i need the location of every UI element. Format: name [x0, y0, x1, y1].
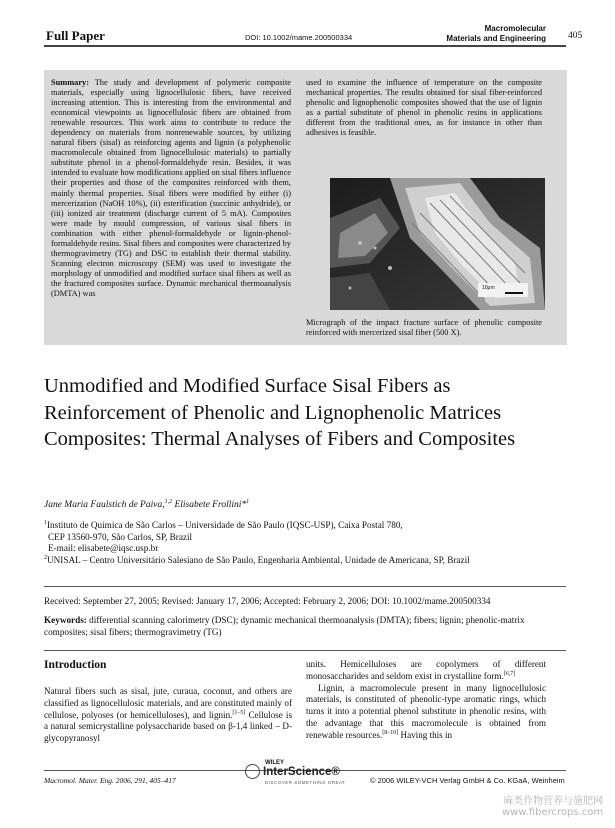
affiliation-1-line2: CEP 13560-970, São Carlos, SP, Brazil	[48, 531, 193, 542]
watermark	[502, 796, 603, 818]
author-2-affiliation: 1	[246, 498, 250, 505]
micrograph-scale-label: 10μm	[482, 285, 495, 291]
intro-right-column	[306, 659, 546, 742]
micrograph-image	[330, 178, 545, 310]
affiliation-2-line1: UNISAL – Centro Universitário Salesiano de São Paulo, Engenharia Ambiental, Unidade de Americana, SP, Brazil	[47, 554, 470, 565]
citation-ref[interactable]: [8–10]	[382, 729, 399, 736]
author-list	[44, 500, 249, 510]
summary-left-column	[51, 78, 291, 299]
journal-name-line2: Materials and Engineering	[446, 33, 546, 43]
affiliation-2-marker: 2	[44, 554, 47, 561]
header-divider	[44, 45, 566, 47]
intro-left-text-continued: Cellulose is a natural semicrystalline polysaccharide based on β-1,4 linked – D-glycopyranosyl	[44, 709, 292, 744]
figure-caption: Micrograph of the impact fracture surface of phenolic composite reinforced with mercerized sisal fiber (500 X).	[306, 318, 542, 337]
affiliation-1	[44, 520, 564, 566]
footer-citation: Macromol. Mater. Eng. 2006, 291, 405–417	[44, 776, 176, 785]
logo-tagline: DISCOVER SOMETHING GREAT	[265, 780, 346, 785]
header-doi: DOI: 10.1002/mame.200500334	[245, 33, 353, 42]
logo-wiley-text: WILEY	[265, 760, 284, 766]
footer-copyright: © 2006 WILEY-VCH Verlag GmbH & Co. KGaA, Weinheim	[370, 776, 565, 785]
keywords-text: differential scanning calorimetry (DSC); dynamic mechanical thermoanalysis (DMTA); fibers; lignin; phenolic-matrix composites; sisal fibers; thermogravimetry (TG)	[44, 615, 525, 637]
intro-left-text: Natural fibers such as sisal, jute, curaua, coconut, and others are classified as lignocellulosic materials, and are constituted mainly of cellulose, polyoses (or hemicelluloses), and lignin.	[44, 686, 292, 720]
page-number: 405	[568, 31, 583, 41]
section-label: Full Paper	[46, 28, 105, 43]
divider	[44, 650, 566, 651]
interscience-logo[interactable]	[245, 760, 355, 790]
section-heading-introduction: Introduction	[44, 659, 107, 671]
citation-ref[interactable]: [1–5]	[232, 709, 246, 716]
divider	[44, 586, 566, 587]
intro-right-para1: units. Hemicelluloses are copolymers of different monosaccharides and seldom exist in crystalline form.	[306, 659, 546, 681]
received-dates: Received: September 27, 2005; Revised: January 17, 2006; Accepted: February 2, 2006; DOI: 10.1002/mame.200500334	[44, 596, 491, 606]
affiliation-1-marker: 1	[44, 519, 47, 526]
author-2: Elisabete Frollini*	[174, 500, 247, 510]
journal-name-line1: Macromolecular	[484, 24, 546, 33]
watermark-line1: 麻类作物营养与施肥网	[503, 796, 604, 807]
summary-right-column: used to examine the influence of temperature on the composite mechanical properties. The results obtained for sisal fiber-reinforced phenolic and lignophenolic composites showed that the use of lignin as a partial substitute of phenol in phenolic resins in applications different from the traditional ones, as for instance in other than adhesives is feasible.	[306, 78, 542, 138]
globe-icon	[245, 764, 260, 779]
watermark-line2: www.fibercrops.com	[502, 807, 604, 818]
summary-label: Summary:	[51, 78, 90, 87]
intro-right-para2-continued: Having this in	[398, 729, 453, 740]
author-1: Jane Maria Faulstich de Paiva,	[44, 500, 165, 510]
article-title: Unmodified and Modified Surface Sisal Fibers as Reinforcement of Phenolic and Lignophenolic Matrices Composites: Thermal Analyses of Fibers and Composites	[44, 375, 516, 450]
logo-main-text: InterScience®	[263, 766, 340, 778]
corresponding-email[interactable]: E-mail: elisabete@iqsc.usp.br	[48, 543, 159, 554]
intro-right-para2: Lignin, a macromolecule present in many lignocellulosic materials, is constituted of phenolic-type aromatic rings, which turns it into a potential phenol substitute in phenolic resins, with the advantage that this macromolecule is obtained from renewable resources.	[306, 682, 546, 740]
author-1-affiliation: 1,2	[164, 498, 173, 505]
summary-left-text: The study and development of polymeric composite materials, especially using lignocellulosic fibers, have received increasing attention. This is interesting from the environmental and economical viewpoints as lignocellulosic fibers are obtained from renewable resources. This work aims to contribute to reduce the dependency on materials from nonrenewable sources, by utilizing natural fibers (sisal) as reinforcing agents and lignin (a polyphenolic macromolecule obtained from lignocellulosic materials) to partially substitute phenol in a phenol-formaldehyde resin. Besides, it was intended to evaluate how modifications applied on sisal fibers influence their properties and those of the composites reinforced with them, mainly thermal properties. Sisal fibers were modified by either (i) mercerization (NaOH 10%), (ii) esterification (succinic anhydride), or (iii) ionized air treatment (discharge current of 5 mA). Composites were made by mould compression, of various sisal fibers in combination with either phenol-formaldehyde or lignin-phenol-formaldehyde resins. Sisal fibers and composites were characterized by thermogravimetry (TG) and DSC to establish their thermal stability. Scanning electron microscopy (SEM) was used to investigate the morphology of unmodified and modified surface sisal fibers as well as the fractured composites surface. Dynamic mechanical thermoanalysis (DMTA) was	[51, 78, 291, 298]
keywords	[44, 615, 566, 638]
affiliation-1-line1: Instituto de Química de São Carlos – Universidade de São Paulo (IQSC-USP), Caixa Postal 780,	[47, 520, 403, 530]
micrograph-illustration	[330, 178, 545, 310]
journal-name	[440, 24, 546, 43]
intro-left-column	[44, 686, 292, 745]
keywords-label: Keywords:	[44, 615, 87, 625]
citation-ref[interactable]: [6,7]	[503, 670, 516, 677]
